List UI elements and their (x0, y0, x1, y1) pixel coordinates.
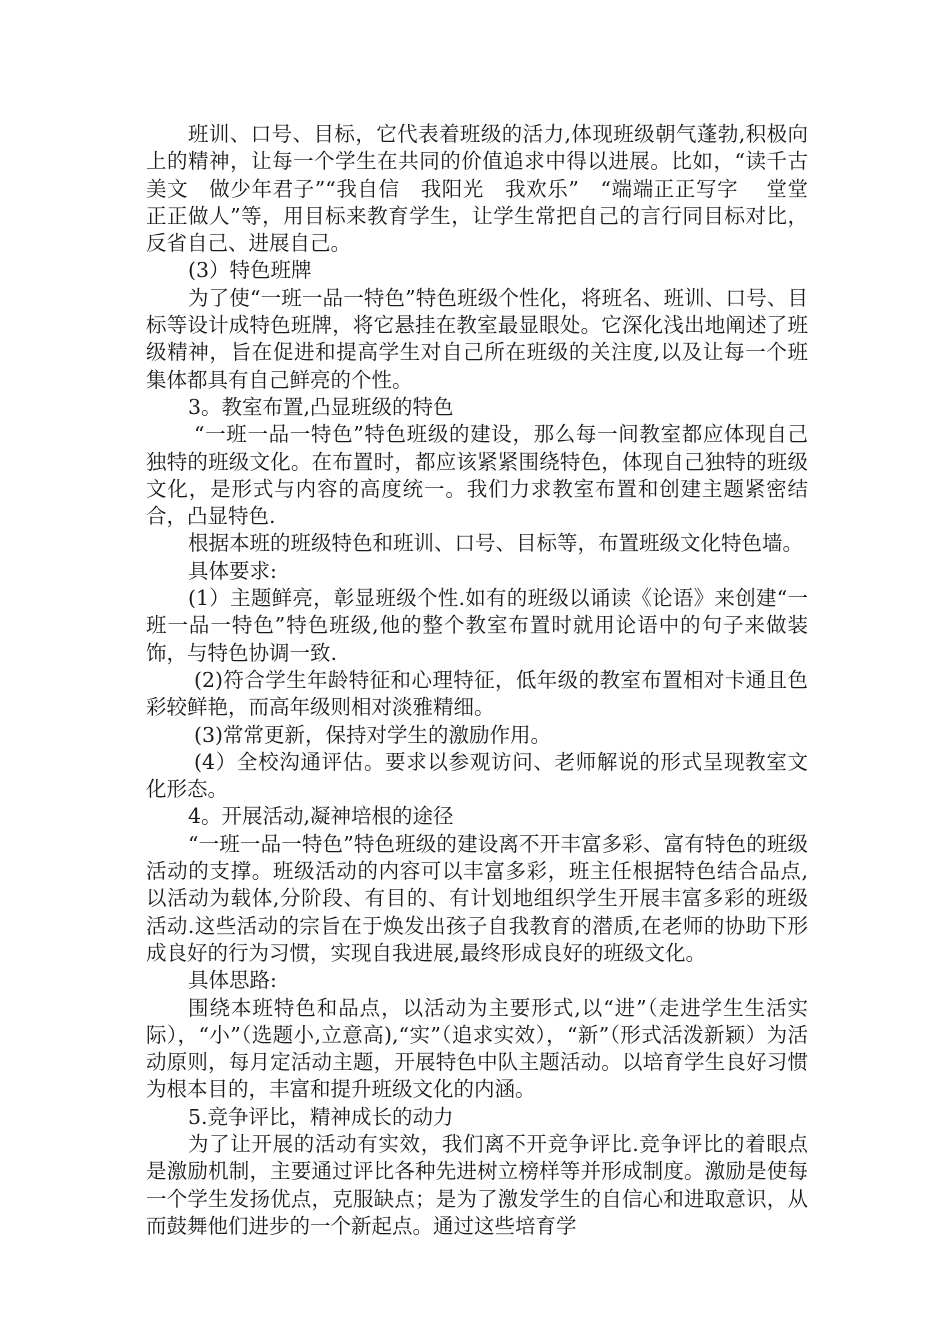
heading-classroom-layout: 3。教室布置,凸显班级的特色 (188, 394, 454, 419)
requirement-item-1: (1）主题鲜亮，彰显班级个性.如有的班级以诵读《论语》来创建“一班一品一特色”特色班级,他的整个教室布置时就用论语中的句子来做装饰，与特色协调一致. (146, 586, 808, 665)
requirement-item-2: (2)符合学生年龄特征和心理特征，低年级的教室布置相对卡通且色彩较鲜艳，而高年级则相对淡雅精细。 (146, 667, 808, 720)
paragraph-activity-principles: 围绕本班特色和品点，以活动为主要形式,以“进”（走进学生生活实际），“小”（选题小,立意高),“实”（追求实效），“新”（形式活泼新颖）为活动原则，每月定活动主题，开展特色中队主题活动。以培育学生良好习惯为根本目的，丰富和提升班级文化的内涵。 (146, 995, 808, 1102)
label-specific-ideas: 具体思路: (188, 968, 277, 993)
requirement-item-4: (4）全校沟通评估。要求以参观访问、老师解说的形式呈现教室文化形态。 (146, 749, 808, 802)
paragraph-competition: 为了让开展的活动有实效，我们离不开竞争评比.竞争评比的着眼点是激励机制，主要通过评比各种先进树立榜样等并形成制度。激励是使每一个学生发扬优点，克服缺点；是为了激发学生的自信心和进取意识，从而鼓舞他们进步的一个新起点。通过这些培育学 (146, 1131, 808, 1238)
heading-activities: 4。开展活动,凝神培根的途径 (188, 804, 454, 829)
paragraph-classroom-culture: “一班一品一特色”特色班级的建设，那么每一间教室都应体现自己独特的班级文化。在布置时，都应该紧紧围绕特色，体现自己独特的班级文化，是形式与内容的高度统一。我们力求教室布置和创建主题紧密结合，凸显特色. (146, 422, 808, 529)
paragraph-activities: “一班一品一特色”特色班级的建设离不开丰富多彩、富有特色的班级活动的支撑。班级活动的内容可以丰富多彩，班主任根据特色结合品点,以活动为载体,分阶段、有目的、有计划地组织学生开展丰富多彩的班级活动.这些活动的宗旨在于焕发出孩子自我教育的潜质,在老师的协助下形成良好的行为习惯，实现自我进展,最终形成良好的班级文化。 (146, 831, 808, 965)
subheading-class-sign: (3）特色班牌 (188, 258, 312, 283)
paragraph-culture-wall: 根据本班的班级特色和班训、口号、目标等，布置班级文化特色墙。 (188, 531, 803, 556)
paragraph-class-sign: 为了使“一班一品一特色”特色班级个性化，将班名、班训、口号、目标等设计成特色班牌，将它悬挂在教室最显眼处。它深化浅出地阐述了班级精神，旨在促进和提高学生对自己所在班级的关注度,以及让每一个班集体都具有自己鲜亮的个性。 (146, 285, 808, 392)
requirement-item-3: (3)常常更新，保持对学生的激励作用。 (194, 722, 552, 747)
paragraph-motto-goals: 班训、口号、目标，它代表着班级的活力,体现班级朝气蓬勃,积极向上的精神，让每一个学生在共同的价值追求中得以进展。比如，“读千古美文 做少年君子”“我自信 我阳光 我欢乐” “端端正正写字 堂堂正正做人”等，用目标来教育学生，让学生常把自己的言行同目标对比，反省自己、进展自己。 (146, 122, 808, 256)
heading-competition: 5.竞争评比，精神成长的动力 (188, 1104, 454, 1129)
document-body (146, 121, 808, 1240)
label-specific-requirements: 具体要求: (188, 558, 277, 583)
